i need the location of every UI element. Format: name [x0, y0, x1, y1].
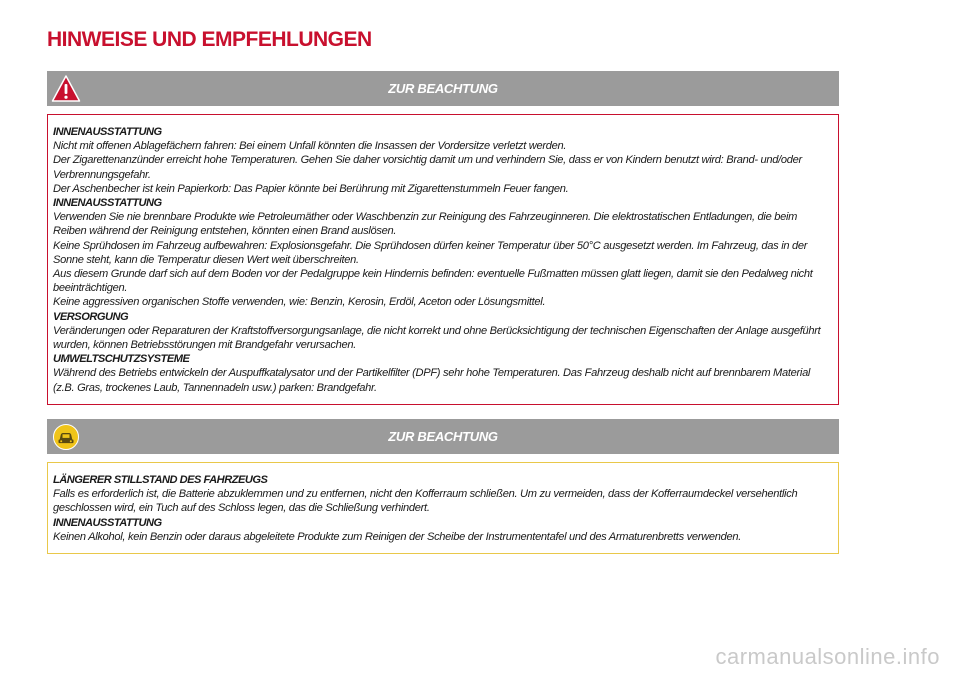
page-title: HINWEISE UND EMPFEHLUNGEN: [47, 28, 372, 51]
section-header-title: ZUR BEACHTUNG: [388, 429, 498, 444]
notice-block: [53, 125, 833, 153]
section-header-band: [47, 71, 839, 106]
notice-text: Der Aschenbecher ist kein Papierkorb: Das Papier könnte bei Berührung mit Zigarettenstummeln Feuer fangen.: [53, 182, 569, 195]
notice-text: Der Zigarettenanzünder erreicht hohe Temperaturen. Gehen Sie daher vorsichtig damit um und verhindern Sie, dass er von Kindern benutzt wird: Brand- und/oder Verbrennungsgefahr.: [53, 154, 802, 181]
notice-text: Keinen Alkohol, kein Benzin oder daraus abgeleitete Produkte zum Reinigen der Scheibe der Instrumententafel und des Armaturenbretts verwenden.: [53, 530, 741, 543]
notice-block: [53, 352, 833, 395]
warning-triangle-icon: [51, 74, 81, 104]
section-header-band: [47, 419, 839, 454]
notice-heading: VERSORGUNG: [53, 310, 129, 323]
notice-heading: INNENAUSSTATTUNG: [53, 197, 162, 210]
caution-section: [47, 419, 839, 554]
notice-heading: INNENAUSSTATTUNG: [53, 126, 162, 138]
notice-text: Falls es erforderlich ist, die Batterie abzuklemmen und zu entfernen, nicht den Kofferraum schließen. Um zu vermeiden, dass der Kofferraumdeckel versehentlich geschlossen wird, ein Tuch auf des Schloss legen, das die Schließung verhindert.: [53, 488, 798, 515]
notice-heading: UMWELTSCHUTZSYSTEME: [53, 353, 190, 366]
notice-text: Verwenden Sie nie brennbare Produkte wie Petroleumäther oder Waschbenzin zur Reinigung des Fahrzeuginneren. Die elektrostatischen Entladungen, die beim Reiben während der Reinigung entstehen, könnten einen Brand auslösen.: [53, 211, 798, 238]
notice-block: [53, 182, 833, 196]
notice-heading: LÄNGERER STILLSTAND DES FAHRZEUGS: [53, 474, 268, 486]
notice-text: Keine Sprühdosen im Fahrzeug aufbewahren: Explosionsgefahr. Die Sprühdosen dürfen keiner Temperatur über 50°C ausgesetzt werden. Im Fahrzeug, das in der Sonne steht, kann die Temperatur diesen Wert weit überschreiten.: [53, 239, 808, 266]
warning-content-box: [47, 114, 839, 405]
notice-heading: INNENAUSSTATTUNG: [53, 516, 162, 529]
notice-block: [53, 239, 833, 267]
caution-content-box: [47, 462, 839, 554]
notice-text: Veränderungen oder Reparaturen der Kraftstoffversorgungsanlage, die nicht korrekt und ohne Berücksichtigung der technischen Eigenschaften der Anlage ausgeführt wurden, können Betriebsstörungen mit Brandgefahr verursachen.: [53, 324, 821, 352]
notice-block: [53, 267, 833, 295]
notice-block: [53, 473, 833, 516]
notice-text: Nicht mit offenen Ablagefächern fahren: Bei einem Unfall könnten die Insassen der Vordersitze verletzt werden.: [53, 140, 567, 153]
notice-text: Keine aggressiven organischen Stoffe verwenden, wie: Benzin, Kerosin, Erdöl, Aceton oder Lösungsmittel.: [53, 296, 546, 309]
watermark: carmanualsonline.info: [715, 644, 940, 669]
warning-section: [47, 71, 839, 405]
car-caution-icon: [51, 422, 81, 452]
notice-text: Aus diesem Grunde darf sich auf dem Boden vor der Pedalgruppe kein Hindernis befinden: eventuelle Fußmatten müssen glatt liegen, damit sie den Pedalweg nicht beeinträchtigen.: [53, 268, 813, 295]
notice-block: [53, 310, 833, 353]
notice-text: Während des Betriebs entwickeln der Auspuffkatalysator und der Partikelfilter (DPF) sehr hohe Temperaturen. Das Fahrzeug deshalb nicht auf brennbarem Material (z.B. Gras, trockenes Laub, Tannennadeln usw.) parken: Brandgefahr.: [53, 367, 811, 394]
notice-block: [53, 516, 833, 544]
notice-block: [53, 153, 833, 181]
notice-block: [53, 295, 833, 309]
notice-block: [53, 196, 833, 239]
section-header-title: ZUR BEACHTUNG: [388, 81, 498, 96]
